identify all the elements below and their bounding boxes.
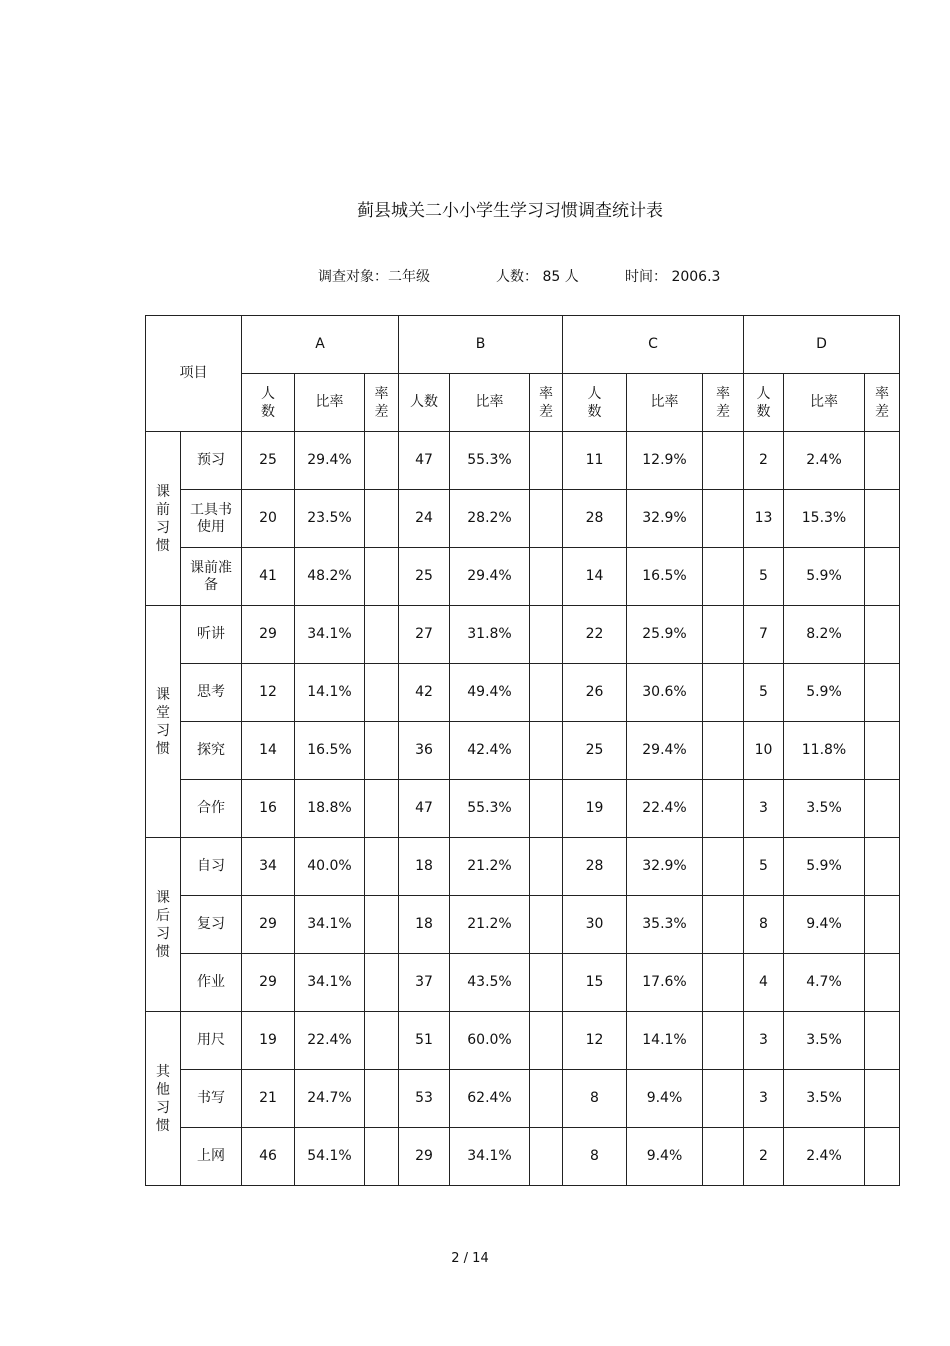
survey-time: 时间： 2006.3 — [625, 269, 721, 285]
data-cell — [865, 606, 900, 664]
data-cell: 54.1% — [295, 1128, 365, 1186]
sub-header: 比率 — [784, 374, 865, 432]
data-cell: 4 — [744, 954, 784, 1012]
data-cell: 10 — [744, 722, 784, 780]
data-cell: 19 — [563, 780, 627, 838]
item-label: 合作 — [181, 780, 242, 838]
data-cell: 24.7% — [295, 1070, 365, 1128]
data-cell — [530, 1128, 563, 1186]
data-cell: 14 — [563, 548, 627, 606]
item-label: 课前准 备 — [181, 548, 242, 606]
data-cell — [703, 954, 744, 1012]
data-cell: 5 — [744, 548, 784, 606]
data-cell — [365, 1070, 399, 1128]
sub-header-text: 率差 — [716, 385, 730, 420]
data-cell: 14.1% — [295, 664, 365, 722]
page-number: 2 / 14 — [451, 1251, 489, 1266]
data-cell — [530, 1012, 563, 1070]
data-cell: 4.7% — [784, 954, 865, 1012]
data-cell: 32.9% — [627, 490, 703, 548]
data-cell: 22.4% — [627, 780, 703, 838]
sub-header-text: 率差 — [875, 385, 889, 420]
data-cell: 9.4% — [627, 1070, 703, 1128]
data-cell: 16.5% — [295, 722, 365, 780]
table-row — [146, 1070, 900, 1128]
data-cell: 43.5% — [450, 954, 530, 1012]
item-label: 预习 — [181, 432, 242, 490]
table-row — [146, 1128, 900, 1186]
table-row — [146, 1012, 900, 1070]
data-cell: 31.8% — [450, 606, 530, 664]
data-cell: 22 — [563, 606, 627, 664]
data-cell — [530, 722, 563, 780]
group-header: D — [744, 316, 900, 374]
data-cell: 28 — [563, 838, 627, 896]
data-cell — [530, 606, 563, 664]
sub-header-text: 人数 — [756, 385, 771, 420]
data-cell: 3.5% — [784, 1012, 865, 1070]
sub-header — [703, 374, 744, 432]
data-cell: 12 — [563, 1012, 627, 1070]
data-cell: 5.9% — [784, 838, 865, 896]
data-cell — [865, 490, 900, 548]
data-cell: 29 — [242, 606, 295, 664]
data-cell — [865, 954, 900, 1012]
data-cell: 29 — [399, 1128, 450, 1186]
sub-header — [530, 374, 563, 432]
data-cell — [365, 780, 399, 838]
data-cell: 5 — [744, 664, 784, 722]
statistics-table — [145, 315, 900, 1186]
data-cell: 53 — [399, 1070, 450, 1128]
item-label: 上网 — [181, 1128, 242, 1186]
data-cell — [865, 1128, 900, 1186]
item-label: 作业 — [181, 954, 242, 1012]
data-cell — [365, 490, 399, 548]
sub-header — [242, 374, 295, 432]
data-cell — [703, 1070, 744, 1128]
data-cell: 20 — [242, 490, 295, 548]
data-cell: 29.4% — [627, 722, 703, 780]
data-cell — [530, 432, 563, 490]
sub-header: 人数 — [399, 374, 450, 432]
sub-header-text: 率差 — [539, 385, 553, 420]
table-row — [146, 664, 900, 722]
data-cell — [865, 664, 900, 722]
sub-header: 比率 — [450, 374, 530, 432]
table-row — [146, 838, 900, 896]
data-cell: 5.9% — [784, 664, 865, 722]
sub-header: 比率 — [627, 374, 703, 432]
data-cell: 14 — [242, 722, 295, 780]
data-cell: 55.3% — [450, 432, 530, 490]
section-label-text: 课堂习惯 — [156, 686, 170, 757]
data-cell: 18 — [399, 838, 450, 896]
data-cell — [865, 722, 900, 780]
data-cell: 37 — [399, 954, 450, 1012]
data-cell: 18.8% — [295, 780, 365, 838]
data-cell: 9.4% — [784, 896, 865, 954]
data-cell: 60.0% — [450, 1012, 530, 1070]
data-cell — [703, 896, 744, 954]
data-cell: 34.1% — [295, 606, 365, 664]
data-cell — [365, 1128, 399, 1186]
data-cell: 8 — [744, 896, 784, 954]
data-cell: 49.4% — [450, 664, 530, 722]
data-cell — [365, 896, 399, 954]
header-row-groups — [146, 316, 900, 374]
sub-header-text: 人数 — [587, 385, 602, 420]
data-cell — [365, 838, 399, 896]
data-cell: 18 — [399, 896, 450, 954]
data-cell: 42 — [399, 664, 450, 722]
item-label: 用尺 — [181, 1012, 242, 1070]
data-cell: 36 — [399, 722, 450, 780]
data-cell: 25.9% — [627, 606, 703, 664]
data-cell — [365, 664, 399, 722]
data-cell: 27 — [399, 606, 450, 664]
section-label-text: 课后习惯 — [156, 889, 170, 960]
data-cell: 9.4% — [627, 1128, 703, 1186]
data-cell: 21.2% — [450, 838, 530, 896]
group-header: A — [242, 316, 399, 374]
data-cell: 47 — [399, 432, 450, 490]
data-cell: 16 — [242, 780, 295, 838]
data-cell: 46 — [242, 1128, 295, 1186]
data-cell — [865, 548, 900, 606]
data-cell — [703, 1012, 744, 1070]
sub-header-text: 率差 — [374, 385, 389, 420]
sub-header — [563, 374, 627, 432]
data-cell — [703, 780, 744, 838]
data-cell — [703, 432, 744, 490]
data-cell: 24 — [399, 490, 450, 548]
project-header: 项目 — [146, 316, 242, 432]
data-cell — [703, 838, 744, 896]
data-cell: 3 — [744, 1012, 784, 1070]
survey-count: 人数： 85 人 — [496, 269, 579, 285]
data-cell: 25 — [563, 722, 627, 780]
table-row — [146, 490, 900, 548]
data-cell: 17.6% — [627, 954, 703, 1012]
item-label: 复习 — [181, 896, 242, 954]
data-cell: 13 — [744, 490, 784, 548]
data-cell — [530, 664, 563, 722]
sub-header — [365, 374, 399, 432]
data-cell: 15 — [563, 954, 627, 1012]
header-row-subheaders — [146, 374, 900, 432]
data-cell: 48.2% — [295, 548, 365, 606]
sub-header — [744, 374, 784, 432]
data-cell — [703, 722, 744, 780]
data-cell — [365, 548, 399, 606]
data-cell: 51 — [399, 1012, 450, 1070]
data-cell: 3.5% — [784, 780, 865, 838]
data-cell: 30.6% — [627, 664, 703, 722]
data-cell: 15.3% — [784, 490, 865, 548]
data-cell: 22.4% — [295, 1012, 365, 1070]
table-row — [146, 548, 900, 606]
table-row — [146, 722, 900, 780]
data-cell — [865, 780, 900, 838]
data-cell — [865, 1070, 900, 1128]
data-cell — [703, 548, 744, 606]
data-cell — [530, 838, 563, 896]
section-label — [146, 606, 181, 838]
table-row — [146, 780, 900, 838]
data-cell: 2.4% — [784, 432, 865, 490]
data-cell: 23.5% — [295, 490, 365, 548]
data-cell: 16.5% — [627, 548, 703, 606]
data-cell: 11.8% — [784, 722, 865, 780]
data-cell: 3 — [744, 1070, 784, 1128]
data-cell: 2.4% — [784, 1128, 865, 1186]
data-cell: 19 — [242, 1012, 295, 1070]
data-cell: 32.9% — [627, 838, 703, 896]
data-cell — [865, 896, 900, 954]
data-cell: 55.3% — [450, 780, 530, 838]
section-label — [146, 432, 181, 606]
table-row — [146, 954, 900, 1012]
data-cell: 3 — [744, 780, 784, 838]
data-cell: 11 — [563, 432, 627, 490]
data-cell: 26 — [563, 664, 627, 722]
item-label: 自习 — [181, 838, 242, 896]
data-cell: 34.1% — [295, 896, 365, 954]
data-cell: 7 — [744, 606, 784, 664]
table-row — [146, 896, 900, 954]
data-cell: 47 — [399, 780, 450, 838]
data-cell: 35.3% — [627, 896, 703, 954]
data-cell — [530, 896, 563, 954]
sub-header — [865, 374, 900, 432]
data-cell — [365, 954, 399, 1012]
data-cell: 34.1% — [295, 954, 365, 1012]
data-cell: 5.9% — [784, 548, 865, 606]
data-cell — [865, 838, 900, 896]
data-cell — [365, 1012, 399, 1070]
data-cell — [530, 490, 563, 548]
data-cell: 30 — [563, 896, 627, 954]
data-cell: 42.4% — [450, 722, 530, 780]
data-cell: 2 — [744, 1128, 784, 1186]
data-cell — [703, 1128, 744, 1186]
group-header: B — [399, 316, 563, 374]
data-cell: 25 — [242, 432, 295, 490]
item-label: 听讲 — [181, 606, 242, 664]
data-cell: 12 — [242, 664, 295, 722]
item-label: 探究 — [181, 722, 242, 780]
section-label-text: 其他习惯 — [156, 1063, 170, 1134]
data-cell — [365, 432, 399, 490]
data-cell: 29 — [242, 896, 295, 954]
data-cell: 28 — [563, 490, 627, 548]
data-cell: 34 — [242, 838, 295, 896]
section-label — [146, 1012, 181, 1186]
data-cell — [865, 1012, 900, 1070]
data-cell — [365, 606, 399, 664]
section-label-text: 课前习惯 — [156, 483, 170, 554]
item-label: 书写 — [181, 1070, 242, 1128]
item-label: 思考 — [181, 664, 242, 722]
data-cell: 29.4% — [450, 548, 530, 606]
data-cell: 8 — [563, 1128, 627, 1186]
data-cell — [530, 1070, 563, 1128]
document-title: 蓟县城关二小小学生学习习惯调查统计表 — [357, 201, 663, 221]
data-cell: 3.5% — [784, 1070, 865, 1128]
data-cell — [703, 490, 744, 548]
data-cell: 41 — [242, 548, 295, 606]
section-label — [146, 838, 181, 1012]
table-row — [146, 432, 900, 490]
data-cell: 8.2% — [784, 606, 865, 664]
survey-target: 调查对象：二年级 — [318, 269, 430, 285]
data-cell: 29 — [242, 954, 295, 1012]
data-cell — [530, 548, 563, 606]
data-cell — [530, 780, 563, 838]
data-cell: 5 — [744, 838, 784, 896]
data-cell — [530, 954, 563, 1012]
data-cell — [865, 432, 900, 490]
data-cell — [703, 664, 744, 722]
data-cell: 21.2% — [450, 896, 530, 954]
data-cell: 40.0% — [295, 838, 365, 896]
sub-header: 比率 — [295, 374, 365, 432]
table-row — [146, 606, 900, 664]
data-cell: 34.1% — [450, 1128, 530, 1186]
data-cell: 12.9% — [627, 432, 703, 490]
sub-header-text: 人数 — [261, 385, 275, 420]
data-cell: 8 — [563, 1070, 627, 1128]
data-cell: 25 — [399, 548, 450, 606]
data-cell: 62.4% — [450, 1070, 530, 1128]
data-cell: 2 — [744, 432, 784, 490]
item-label: 工具书 使用 — [181, 490, 242, 548]
data-cell: 21 — [242, 1070, 295, 1128]
data-cell: 28.2% — [450, 490, 530, 548]
group-header: C — [563, 316, 744, 374]
data-cell — [365, 722, 399, 780]
data-cell — [703, 606, 744, 664]
data-cell: 29.4% — [295, 432, 365, 490]
data-cell: 14.1% — [627, 1012, 703, 1070]
